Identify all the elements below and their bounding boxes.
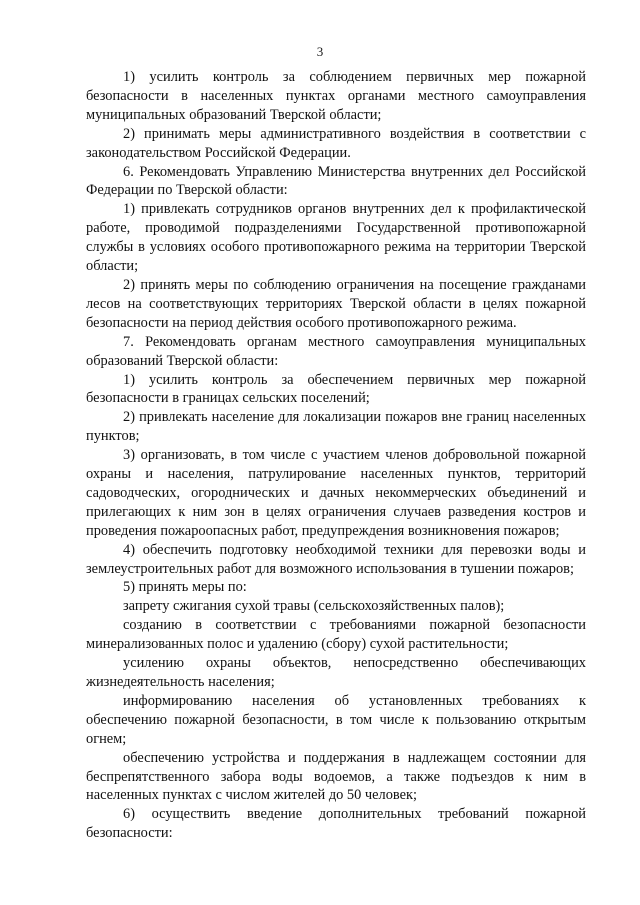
paragraph-7-5-e: обеспечению устройства и поддержания в надлежащем состоянии для беспрепятственного забора воды водоемов, а также подъездов к ним в населенных пунктах с числом жителей до 50 человек; (86, 749, 586, 804)
paragraph-7-5-b: созданию в соответствии с требованиями пожарной безопасности минерализованных полос и удалению (сбору) сухой растительности; (86, 617, 586, 653)
paragraph-7-5-c: усилению охраны объектов, непосредственно обеспечивающих жизнедеятельность населения; (86, 655, 586, 690)
paragraph-7: 7. Рекомендовать органам местного самоуправления муниципальных образований Тверской области: (86, 333, 586, 369)
paragraph-7-5: 5) принять меры по: (123, 579, 247, 596)
page-number: 3 (316, 44, 324, 59)
paragraph-6: 6. Рекомендовать Управлению Министерства внутренних дел Российской Федерации по Тверской области: (86, 163, 586, 199)
paragraph-7-4: 4) обеспечить подготовку необходимой техники для перевозки воды и землеустроительных работ для возможного использования в тушении пожаров; (86, 541, 586, 577)
paragraph-6-2: 2) принять меры по соблюдению ограничения на посещение гражданами лесов на соответствующих территориях Тверской области в целях пожарной безопасности на период действия особого противопожарного режима. (86, 276, 586, 331)
paragraph-7-6: 6) осуществить введение дополнительных требований пожарной безопасности: (86, 806, 586, 842)
paragraph-4-2: 2) принимать меры административного воздействия в соответствии с законодательством Российской Федерации. (86, 125, 586, 161)
paragraph-7-2: 2) привлекать население для локализации пожаров вне границ населенных пунктов; (86, 409, 586, 445)
document-body (86, 68, 586, 843)
paragraph-4-1: 1) усилить контроль за соблюдением первичных мер пожарной безопасности в населенных пунктах органами местного самоуправления муниципальных образований Тверской области; (86, 69, 586, 123)
paragraph-7-5-d: информированию населения об установленных требованиях к обеспечению пожарной безопасности, в том числе к пользованию открытым огнем; (86, 692, 586, 747)
paragraph-7-5-a: запрету сжигания сухой травы (сельскохозяйственных палов); (123, 598, 505, 615)
paragraph-7-1: 1) усилить контроль за обеспечением первичных мер пожарной безопасности в границах сельских поселений; (86, 371, 586, 407)
paragraph-7-3: 3) организовать, в том числе с участием членов добровольной пожарной охраны и населения, патрулирование населенных пунктов, территорий садоводческих, огороднических и дачных некоммерческих объединений и прилегающих к ним зон в целях ограничения случаев разведения костров и проведения пожароопасных работ, предупреждения возникновения пожаров; (86, 447, 586, 539)
paragraph-6-1: 1) привлекать сотрудников органов внутренних дел к профилактической работе, проводимой подразделениями Государственной противопожарной службы в условиях особого противопожарного режима на территории Тверской области; (86, 201, 586, 275)
